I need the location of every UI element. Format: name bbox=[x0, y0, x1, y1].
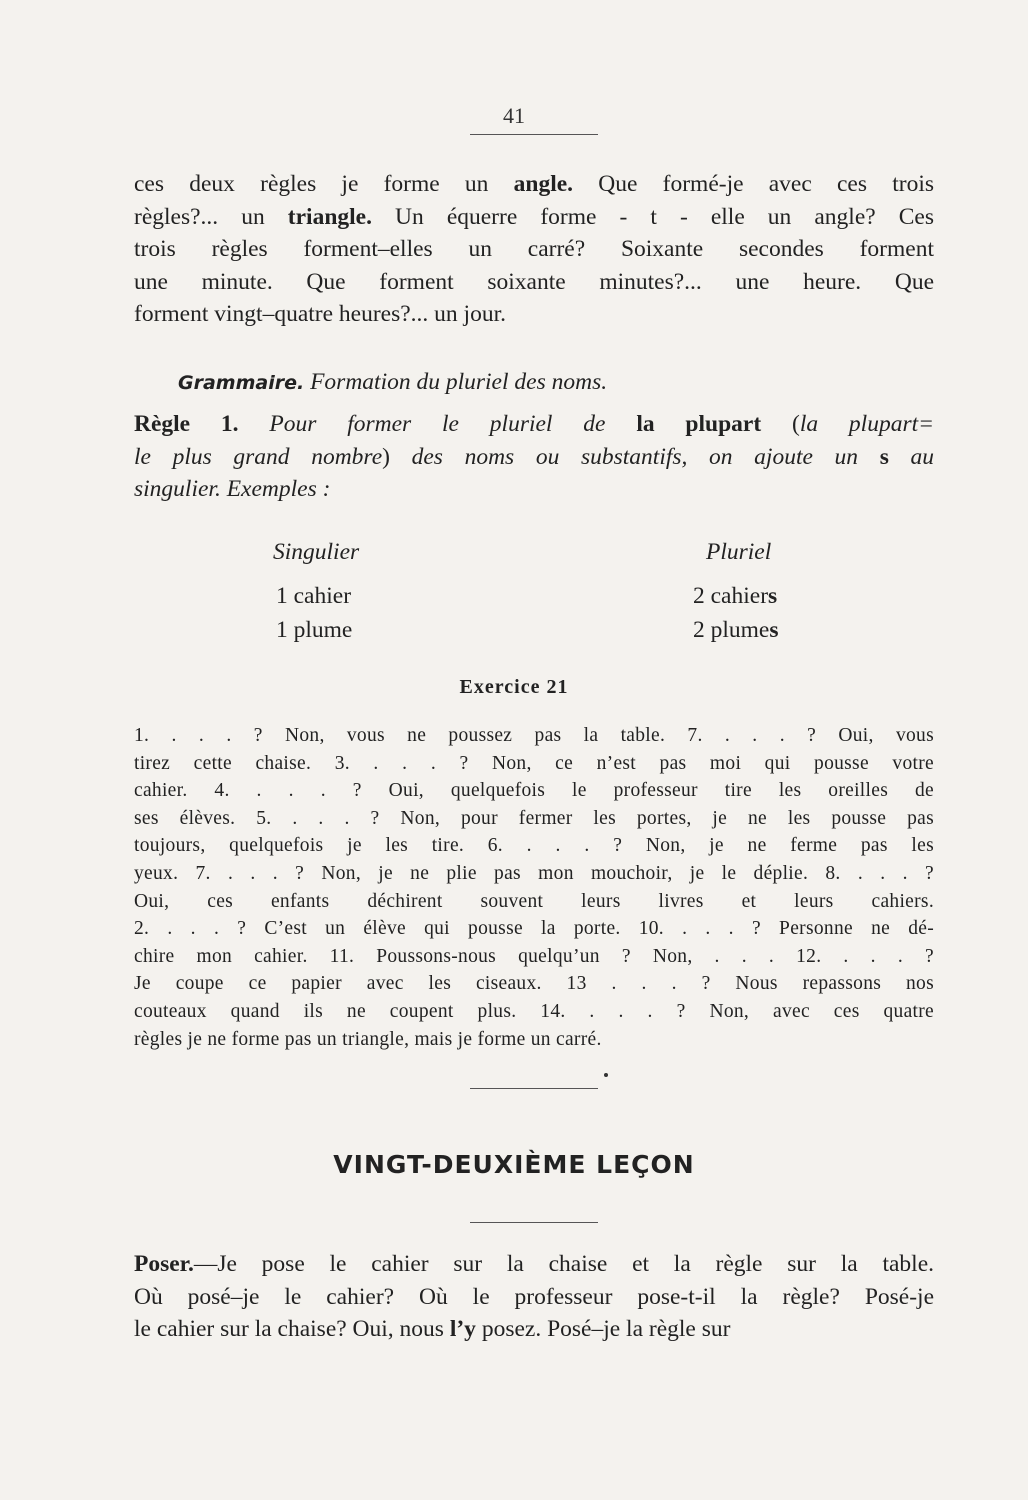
text-run: —Je pose le cahier sur la chaise et la règle sur la table. bbox=[193, 1251, 934, 1277]
exercise-body bbox=[134, 722, 934, 1053]
text-run: ) bbox=[382, 443, 412, 470]
italic-run: au bbox=[888, 443, 934, 470]
text-line bbox=[134, 298, 934, 331]
text-run: trois règles forment–elles un carré? Soixante secondes forment bbox=[134, 236, 934, 262]
bold-term: s bbox=[879, 443, 889, 470]
ink-dot bbox=[604, 1073, 608, 1077]
grammar-label: Grammaire. bbox=[178, 372, 305, 394]
text-line bbox=[134, 266, 934, 299]
text-run: une minute. Que forment soixante minutes?... une heure. Que bbox=[134, 268, 934, 295]
exercise-line: couteaux quand ils ne coupent plus. 14. . . . ? Non, avec ces quatre bbox=[134, 1000, 934, 1022]
header-rule bbox=[470, 134, 598, 135]
singular-header: Singulier bbox=[273, 539, 360, 565]
intro-paragraph bbox=[134, 168, 934, 331]
poser-paragraph bbox=[134, 1248, 934, 1346]
italic-run: le plus grand nombre bbox=[134, 443, 383, 470]
exercise-line: toujours, quelquefois je les tire. 6. . . . ? Non, je ne ferme pas les bbox=[134, 835, 934, 857]
text-line bbox=[134, 201, 934, 234]
italic-run: la plupart= bbox=[799, 411, 934, 437]
italic-run: Pour former le pluriel de bbox=[269, 411, 637, 437]
exercise-line: ses élèves. 5. . . . ? Non, pour fermer les portes, je ne les pousse pas bbox=[134, 807, 934, 829]
text-line bbox=[134, 1281, 934, 1314]
exercise-line: Je coupe ce papier avec les ciseaux. 13 . . . ? Nous repassons nos bbox=[134, 973, 934, 995]
bold-term: angle. bbox=[513, 171, 574, 197]
lesson-rule bbox=[470, 1222, 598, 1223]
text-line bbox=[134, 233, 934, 266]
italic-run: singulier. Exemples : bbox=[134, 476, 331, 502]
exercise-line: tirez cette chaise. 3. . . . ? Non, ce n’est pas moi qui pousse votre bbox=[134, 752, 934, 774]
plural-example-1 bbox=[693, 580, 777, 613]
exercise-line: Oui, ces enfants déchirent souvent leurs livres et leurs cahiers. bbox=[134, 890, 934, 912]
text-run: Où posé–je le cahier? Où le professeur pose-t-il la règle? Posé-je bbox=[134, 1283, 934, 1310]
plural-ending: s bbox=[768, 583, 778, 609]
section-rule bbox=[470, 1088, 598, 1089]
plural-ending: s bbox=[769, 617, 779, 643]
exercise-line: 1. . . . ? Non, vous ne poussez pas la table. 7. . . . ? Oui, vous bbox=[134, 725, 934, 746]
bold-term: Poser. bbox=[134, 1251, 194, 1277]
exercise-line: chire mon cahier. 11. Poussons-nous quelqu’un ? Non, . . . 12. . . . ? bbox=[134, 945, 934, 967]
text-run: forment vingt–quatre heures?... un jour. bbox=[134, 301, 506, 327]
bold-term: triangle. bbox=[287, 203, 372, 230]
text-line bbox=[134, 408, 934, 441]
exercise-line: yeux. 7. . . . ? Non, je ne plie pas mon mouchoir, je le déplie. 8. . . . ? bbox=[134, 862, 934, 884]
grammar-heading bbox=[178, 369, 607, 396]
italic-run: des noms ou substantifs, on ajoute un bbox=[411, 443, 880, 470]
text-run: le cahier sur la chaise? Oui, nous bbox=[134, 1316, 450, 1342]
text-line bbox=[134, 473, 934, 506]
text-line bbox=[134, 168, 934, 201]
exercise-line: règles je ne forme pas un triangle, mais je forme un carré. bbox=[134, 1028, 602, 1050]
singular-example-1: 1 cahier bbox=[276, 583, 352, 609]
plural-stem: 2 cahier bbox=[693, 583, 769, 609]
bold-term: Règle 1. bbox=[134, 411, 239, 437]
bold-term: l’y bbox=[449, 1316, 476, 1342]
rule-paragraph bbox=[134, 408, 934, 506]
text-run bbox=[239, 411, 270, 437]
exercise-line: cahier. 4. . . . ? Oui, quelquefois le professeur tire les oreilles de bbox=[134, 780, 934, 802]
lesson-title: VINGT-DEUXIÈME LEÇON bbox=[333, 1150, 695, 1179]
text-line bbox=[134, 441, 934, 474]
grammar-title: Formation du pluriel des noms. bbox=[310, 369, 608, 395]
text-run: ces deux règles je forme un bbox=[134, 171, 514, 197]
text-line bbox=[134, 1248, 934, 1281]
plural-stem: 2 plume bbox=[693, 617, 770, 643]
plural-example-2 bbox=[693, 614, 779, 647]
bold-term: la plupart bbox=[636, 411, 762, 437]
text-run: règles?... un bbox=[134, 203, 288, 230]
exercise-title: Exercice 21 bbox=[459, 676, 569, 698]
plural-header: Pluriel bbox=[706, 539, 772, 565]
page-number: 41 bbox=[503, 103, 525, 128]
text-run: Un équerre forme - t - elle un angle? Ces bbox=[371, 203, 934, 230]
text-run: Que formé-je avec ces trois bbox=[573, 171, 935, 197]
text-run: posez. Posé–je la règle sur bbox=[475, 1316, 731, 1342]
text-run: ( bbox=[761, 411, 800, 437]
exercise-line: 2. . . . ? C’est un élève qui pousse la porte. 10. . . . ? Personne ne dé- bbox=[134, 918, 934, 940]
text-line bbox=[134, 1313, 934, 1346]
singular-example-2: 1 plume bbox=[276, 617, 353, 643]
